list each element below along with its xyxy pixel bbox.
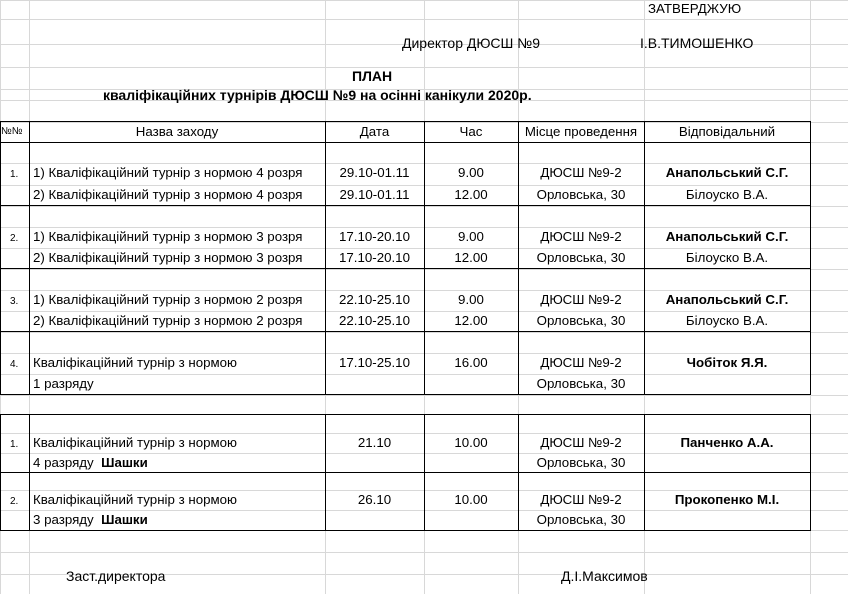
header-time: Час xyxy=(459,124,483,139)
row-place: ДЮСШ №9-2 xyxy=(540,492,622,507)
header-date: Дата xyxy=(359,124,390,139)
row-place: Орловська, 30 xyxy=(536,512,626,527)
row-date: 22.10-25.10 xyxy=(339,292,410,307)
row-time: 9.00 xyxy=(458,165,484,180)
row-responsible: Білоуско В.А. xyxy=(685,313,769,328)
row-time: 12.00 xyxy=(454,250,488,265)
row-time: 12.00 xyxy=(454,187,488,202)
row-responsible: Анапольський С.Г. xyxy=(665,165,789,180)
row-date: 17.10-20.10 xyxy=(339,229,410,244)
plan-subtitle: кваліфікаційних турнірів ДЮСШ №9 на осінні канікули 2020р. xyxy=(103,87,532,103)
row-place: ДЮСШ №9-2 xyxy=(540,355,622,370)
row-num: 4. xyxy=(10,359,19,370)
approve-label: ЗАТВЕРДЖУЮ xyxy=(648,1,742,16)
row-name-bold: Шашки xyxy=(101,455,148,470)
row-time: 16.00 xyxy=(454,355,488,370)
row-name-prefix: 3 разряду xyxy=(33,512,102,527)
row-name-bold: Шашки xyxy=(101,512,148,527)
row-place: Орловська, 30 xyxy=(536,455,626,470)
row-date: 29.10-01.11 xyxy=(339,165,410,180)
row-responsible: Анапольський С.Г. xyxy=(665,292,789,307)
director-label: Директор ДЮСШ №9 xyxy=(402,35,540,51)
row-date: 21.10 xyxy=(357,435,392,450)
deputy-name: Д.І.Максимов xyxy=(561,568,648,584)
row-name xyxy=(33,453,325,473)
header-name: Назва заходу xyxy=(135,124,219,139)
row-responsible: Панченко А.А. xyxy=(680,435,774,450)
row-responsible: Білоуско В.А. xyxy=(685,187,769,202)
row-place: Орловська, 30 xyxy=(536,187,626,202)
row-name-prefix: 4 разряду xyxy=(33,455,102,470)
row-time: 9.00 xyxy=(458,229,484,244)
row-place: Орловська, 30 xyxy=(536,250,626,265)
row-name: 1) Кваліфікаційний турнір з нормою 3 розря xyxy=(33,229,303,244)
row-name: 1) Кваліфікаційний турнір з нормою 2 розря xyxy=(33,292,303,307)
header-num: №№ xyxy=(1,126,23,137)
deputy-label: Заст.директора xyxy=(66,568,166,584)
row-time: 10.00 xyxy=(454,492,488,507)
row-name: 2) Кваліфікаційний турнір з нормою 2 розря xyxy=(33,313,303,328)
row-date: 17.10-20.10 xyxy=(339,250,410,265)
row-time: 12.00 xyxy=(454,313,488,328)
row-place: ДЮСШ №9-2 xyxy=(540,165,622,180)
row-num: 2. xyxy=(10,496,19,507)
plan-title: ПЛАН xyxy=(352,68,393,84)
row-name xyxy=(33,510,325,530)
header-place: Місце проведення xyxy=(524,124,638,139)
row-name: Кваліфікаційний турнір з нормою xyxy=(33,435,238,450)
row-name: Кваліфікаційний турнір з нормою xyxy=(33,355,238,370)
row-date: 29.10-01.11 xyxy=(339,187,410,202)
row-date: 26.10 xyxy=(357,492,392,507)
row-name: 1 разряду xyxy=(33,376,94,391)
row-name: 1) Кваліфікаційний турнір з нормою 4 розря xyxy=(33,165,303,180)
row-name: 2) Кваліфікаційний турнір з нормою 3 розря xyxy=(33,250,303,265)
row-time: 9.00 xyxy=(458,292,484,307)
row-name: Кваліфікаційний турнір з нормою xyxy=(33,492,238,507)
row-date: 17.10-25.10 xyxy=(339,355,410,370)
row-num: 1. xyxy=(10,439,19,450)
row-responsible: Анапольський С.Г. xyxy=(665,229,789,244)
row-responsible: Білоуско В.А. xyxy=(685,250,769,265)
row-place: ДЮСШ №9-2 xyxy=(540,229,622,244)
row-place: ДЮСШ №9-2 xyxy=(540,292,622,307)
row-num: 3. xyxy=(10,296,19,307)
row-place: Орловська, 30 xyxy=(536,313,626,328)
row-time: 10.00 xyxy=(454,435,488,450)
header-responsible: Відповідальний xyxy=(678,124,776,139)
director-name: І.В.ТИМОШЕНКО xyxy=(640,35,754,51)
row-date: 22.10-25.10 xyxy=(339,313,410,328)
row-place: ДЮСШ №9-2 xyxy=(540,435,622,450)
row-num: 2. xyxy=(10,233,19,244)
row-responsible: Прокопенко М.І. xyxy=(674,492,780,507)
row-name: 2) Кваліфікаційний турнір з нормою 4 розря xyxy=(33,187,303,202)
row-responsible: Чобіток Я.Я. xyxy=(686,355,768,370)
row-num: 1. xyxy=(10,169,19,180)
row-place: Орловська, 30 xyxy=(536,376,626,391)
